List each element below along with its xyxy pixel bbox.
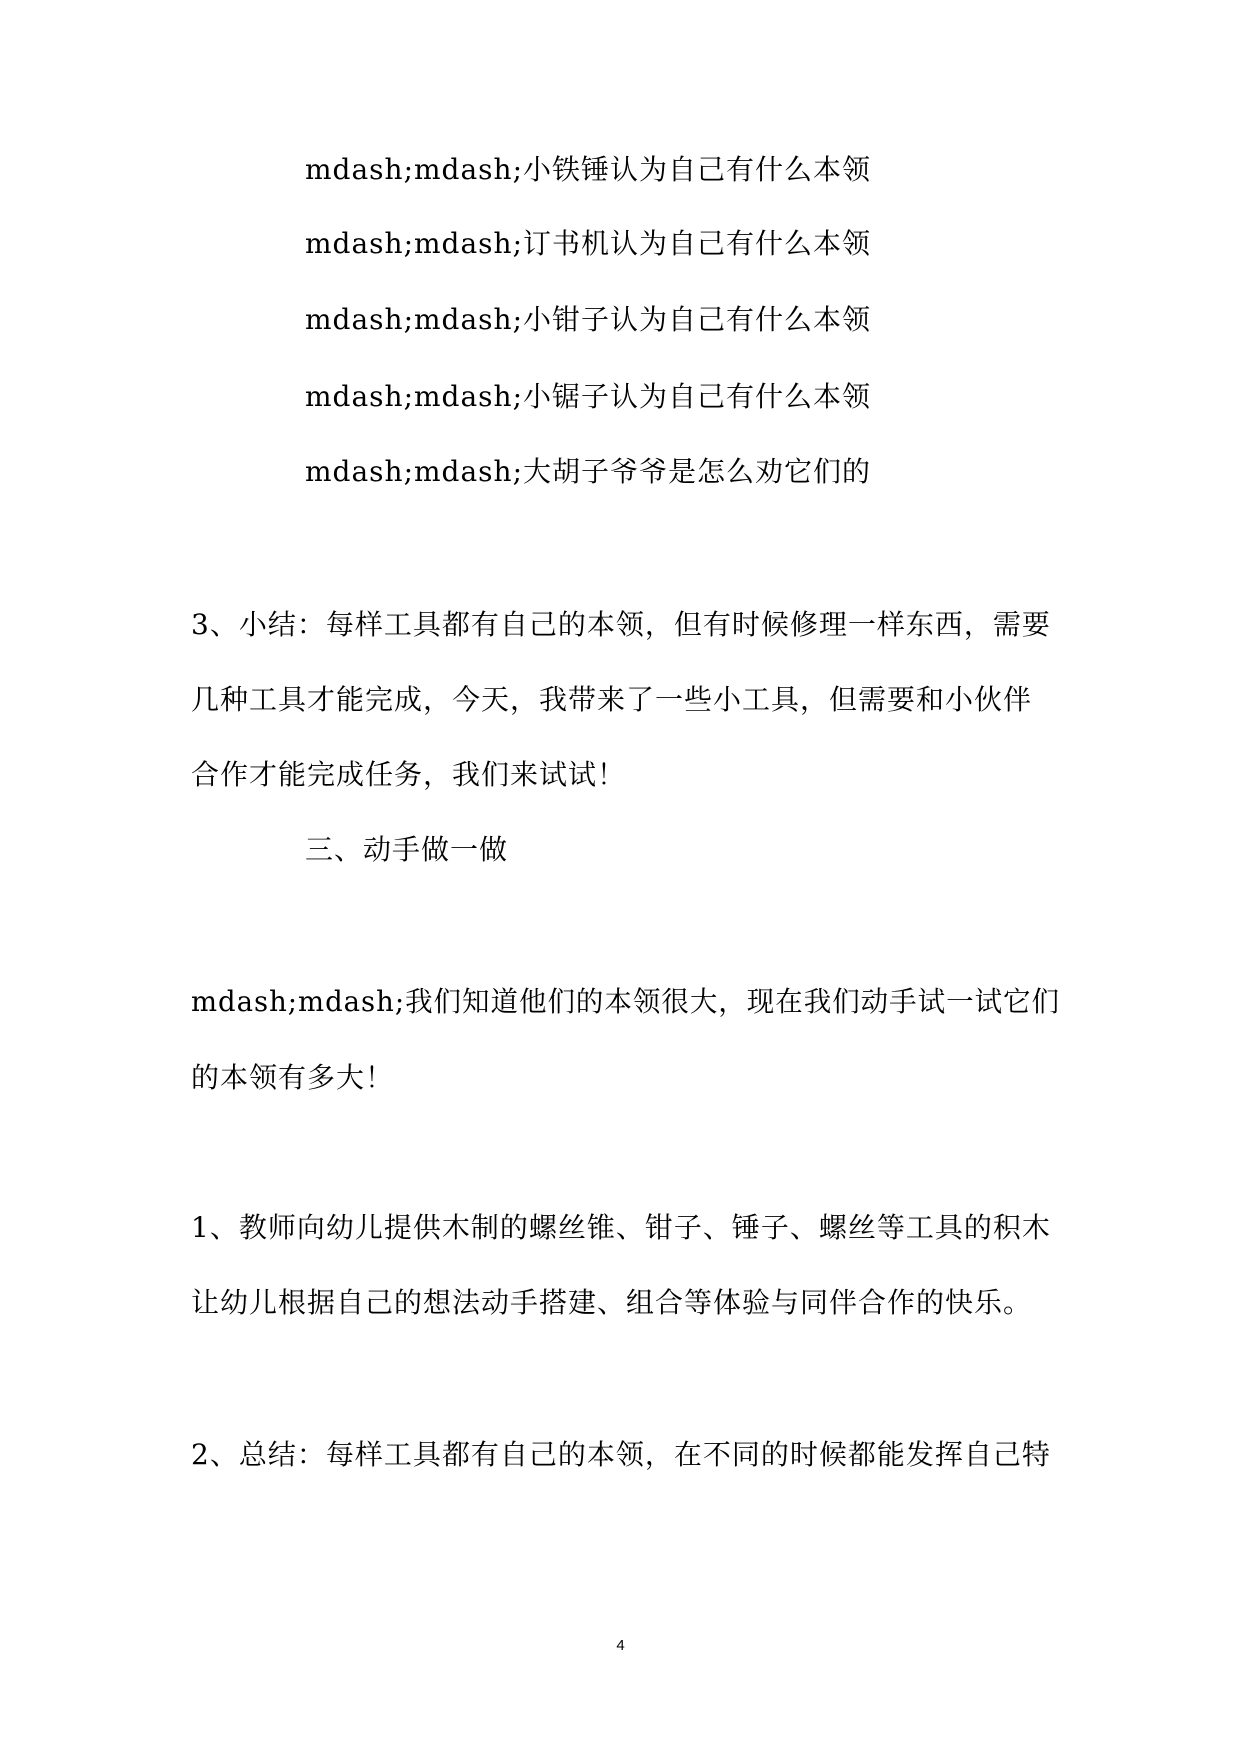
paragraph-line: 3、小结：每样工具都有自己的本领，但有时候修理一样东西，需要: [191, 608, 1051, 641]
text-line: mdash;mdash;小铁锤认为自己有什么本领: [305, 153, 872, 186]
section-heading: 三、动手做一做: [305, 833, 509, 866]
paragraph-line: mdash;mdash;我们知道他们的本领很大，现在我们动手试一试它们: [191, 985, 1061, 1018]
paragraph-line: 让幼儿根据自己的想法动手搭建、组合等体验与同伴合作的快乐。: [191, 1286, 1033, 1319]
text-line: mdash;mdash;订书机认为自己有什么本领: [305, 227, 872, 260]
text-line: mdash;mdash;大胡子爷爷是怎么劝它们的: [305, 455, 872, 488]
text-line: mdash;mdash;小锯子认为自己有什么本领: [305, 380, 872, 413]
paragraph-line: 2、总结：每样工具都有自己的本领，在不同的时候都能发挥自己特: [191, 1438, 1051, 1471]
paragraph-line: 几种工具才能完成，今天，我带来了一些小工具，但需要和小伙伴: [191, 683, 1033, 716]
paragraph-line: 合作才能完成任务，我们来试试！: [191, 758, 627, 791]
text-line: mdash;mdash;小钳子认为自己有什么本领: [305, 303, 872, 336]
paragraph-line: 1、教师向幼儿提供木制的螺丝锥、钳子、锤子、螺丝等工具的积木: [191, 1211, 1051, 1244]
page-number: 4: [616, 1637, 625, 1654]
paragraph-line: 的本领有多大！: [191, 1061, 395, 1094]
